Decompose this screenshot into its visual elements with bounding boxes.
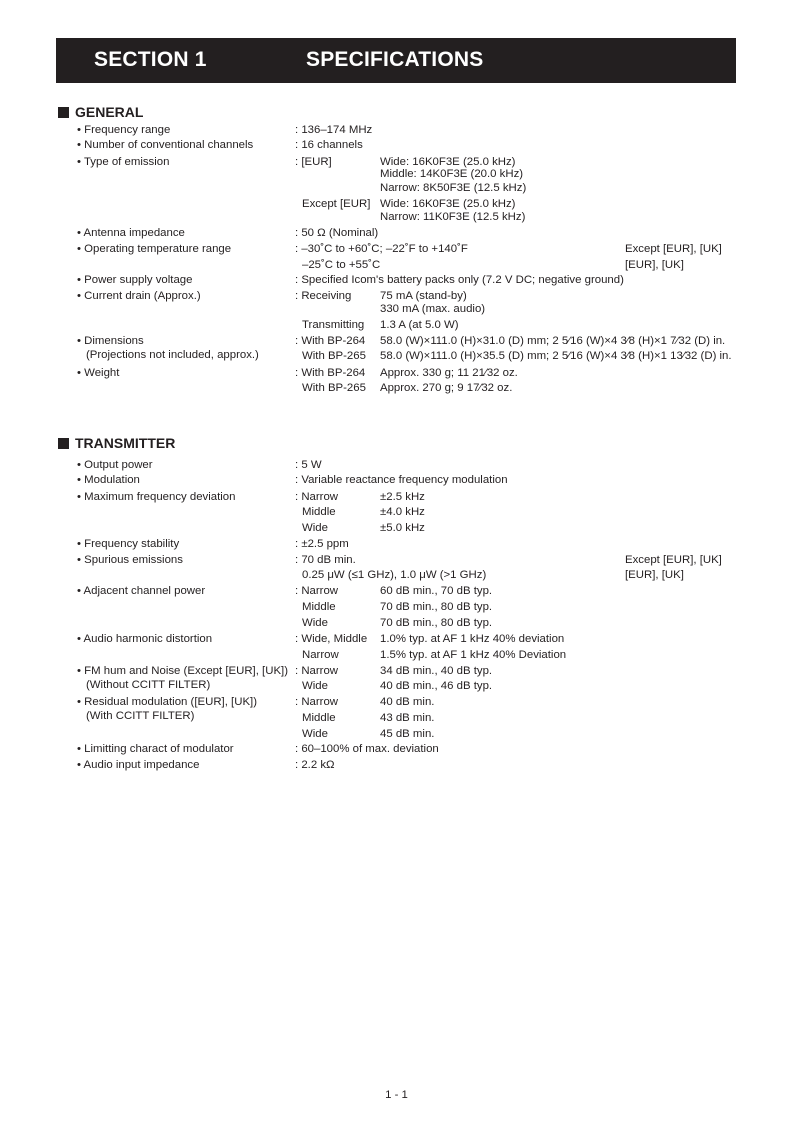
spec-value-output-power: : 5 W — [295, 459, 322, 471]
spec-label-weight: • Weight — [77, 367, 120, 379]
temperature-value-1: : –30˚C to +60˚C; –22˚F to +140˚F — [295, 243, 468, 255]
current-transmitting-label: Transmitting — [302, 319, 365, 331]
spec-value-antenna: : 50 Ω (Nominal) — [295, 227, 379, 239]
bullet: • — [77, 538, 81, 550]
dimensions-bp264-label: : With BP-264 — [295, 335, 366, 347]
dimensions-sublabel: (Projections not included, approx.) — [86, 349, 259, 361]
spec-label-power-supply: • Power supply voltage — [77, 274, 193, 286]
residual-narrow-label: : Narrow — [295, 696, 339, 708]
square-bullet-icon — [58, 438, 69, 449]
emission-eur-tag: : [EUR] — [295, 156, 332, 168]
emission-except-wide: Wide: 16K0F3E (25.0 kHz) — [380, 198, 516, 210]
spurious-note-1: Except [EUR], [UK] — [625, 554, 722, 566]
spurious-value-2: 0.25 μW (≤1 GHz), 1.0 μW (>1 GHz) — [302, 569, 487, 581]
current-receiving-max: 330 mA (max. audio) — [380, 303, 486, 315]
bullet: • — [77, 585, 81, 597]
residual-middle-label: Middle — [302, 712, 336, 724]
spec-label-residual: • Residual modulation ([EUR], [UK]) — [77, 696, 257, 708]
section-number: SECTION 1 — [94, 48, 207, 71]
spec-label-adjacent-channel: • Adjacent channel power — [77, 585, 206, 597]
bullet: • — [77, 474, 81, 486]
deviation-middle-label: Middle — [302, 506, 336, 518]
dimensions-bp264-value: 58.0 (W)×111.0 (H)×31.0 (D) mm; 2 5⁄16 (W)×4 3⁄8 (H)×1 7⁄32 (D) in. — [380, 335, 726, 347]
weight-bp265-label: With BP-265 — [302, 382, 366, 394]
residual-middle-value: 43 dB min. — [380, 712, 435, 724]
fm-hum-narrow-label: : Narrow — [295, 665, 339, 677]
spec-label-spurious: • Spurious emissions — [77, 554, 183, 566]
spec-label-frequency-stability: • Frequency stability — [77, 538, 180, 550]
bullet: • — [77, 367, 81, 379]
deviation-wide-label: Wide — [302, 522, 328, 534]
current-transmitting-value: 1.3 A (at 5.0 W) — [380, 319, 459, 331]
spec-label-max-deviation: • Maximum frequency deviation — [77, 491, 236, 503]
spec-label-temperature: • Operating temperature range — [77, 243, 232, 255]
residual-wide-label: Wide — [302, 728, 328, 740]
deviation-middle-value: ±4.0 kHz — [380, 506, 425, 518]
adjacent-narrow-value: 60 dB min., 70 dB typ. — [380, 585, 493, 597]
section-header-bar — [56, 38, 736, 83]
current-receiving-standby: 75 mA (stand-by) — [380, 290, 467, 302]
emission-except-narrow: Narrow: 11K0F3E (12.5 kHz) — [380, 211, 526, 223]
weight-bp264-label: : With BP-264 — [295, 367, 366, 379]
bullet: • — [77, 335, 81, 347]
bullet: • — [77, 633, 81, 645]
general-heading-text: GENERAL — [75, 104, 144, 120]
fm-hum-narrow-value: 34 dB min., 40 dB typ. — [380, 665, 493, 677]
spec-label-modulation: • Modulation — [77, 474, 140, 486]
bullet: • — [77, 696, 81, 708]
fm-hum-wide-label: Wide — [302, 680, 328, 692]
bullet: • — [77, 156, 81, 168]
residual-narrow-value: 40 dB min. — [380, 696, 435, 708]
adjacent-wide-label: Wide — [302, 617, 328, 629]
spurious-note-2: [EUR], [UK] — [625, 569, 684, 581]
spec-label-audio-harmonic: • Audio harmonic distortion — [77, 633, 213, 645]
page-title: SPECIFICATIONS — [306, 48, 484, 71]
bullet: • — [77, 243, 81, 255]
temperature-note-2: [EUR], [UK] — [625, 259, 684, 271]
spurious-value-1: : 70 dB min. — [295, 554, 356, 566]
spec-value-limiting: : 60–100% of max. deviation — [295, 743, 439, 755]
page-number: 1 - 1 — [385, 1089, 408, 1101]
spec-label-current-drain: • Current drain (Approx.) — [77, 290, 201, 302]
harmonic-wm-value: 1.0% typ. at AF 1 kHz 40% deviation — [380, 633, 565, 645]
fm-hum-wide-value: 40 dB min., 46 dB typ. — [380, 680, 493, 692]
spec-value-power-supply: : Specified Icom's battery packs only (7.2 V DC; negative ground) — [295, 274, 624, 286]
harmonic-narrow-label: Narrow — [302, 649, 339, 661]
square-bullet-icon — [58, 107, 69, 118]
emission-eur-middle: Middle: 14K0F3E (20.0 kHz) — [380, 168, 524, 180]
adjacent-middle-value: 70 dB min., 80 dB typ. — [380, 601, 493, 613]
bullet: • — [77, 743, 81, 755]
bullet: • — [77, 665, 81, 677]
bullet: • — [77, 139, 81, 151]
spec-value-modulation: : Variable reactance frequency modulation — [295, 474, 508, 486]
spec-label-fm-hum: • FM hum and Noise (Except [EUR], [UK]) — [77, 665, 288, 677]
fm-hum-sublabel: (Without CCITT FILTER) — [86, 679, 211, 691]
bullet: • — [77, 491, 81, 503]
weight-bp264-value: Approx. 330 g; 11 21⁄32 oz. — [380, 367, 518, 379]
spec-label-limiting: • Limitting charact of modulator — [77, 743, 234, 755]
residual-sublabel: (With CCITT FILTER) — [86, 710, 195, 722]
temperature-value-2: –25˚C to +55˚C — [302, 259, 381, 271]
bullet: • — [77, 554, 81, 566]
deviation-wide-value: ±5.0 kHz — [380, 522, 425, 534]
emission-eur-wide: Wide: 16K0F3E (25.0 kHz) — [380, 156, 516, 168]
bullet: • — [77, 227, 81, 239]
emission-except-tag: Except [EUR] — [302, 198, 371, 210]
weight-bp265-value: Approx. 270 g; 9 17⁄32 oz. — [380, 382, 513, 394]
bullet: • — [77, 124, 81, 136]
transmitter-heading-text: TRANSMITTER — [75, 435, 176, 451]
harmonic-narrow-value: 1.5% typ. at AF 1 kHz 40% Deviation — [380, 649, 567, 661]
deviation-narrow-label: : Narrow — [295, 491, 339, 503]
dimensions-bp265-value: 58.0 (W)×111.0 (H)×35.5 (D) mm; 2 5⁄16 (W)×4 3⁄8 (H)×1 13⁄32 (D) in. — [380, 350, 732, 362]
spec-value-audio-input: : 2.2 kΩ — [295, 759, 335, 771]
spec-value-channels: : 16 channels — [295, 139, 363, 151]
spec-label-emission: • Type of emission — [77, 156, 170, 168]
transmitter-heading — [58, 435, 175, 451]
spec-label-output-power: • Output power — [77, 459, 153, 471]
adjacent-narrow-label: : Narrow — [295, 585, 339, 597]
spec-value-frequency-stability: : ±2.5 ppm — [295, 538, 349, 550]
residual-wide-value: 45 dB min. — [380, 728, 435, 740]
temperature-note-1: Except [EUR], [UK] — [625, 243, 722, 255]
spec-value-frequency-range: : 136–174 MHz — [295, 124, 373, 136]
current-receiving-label: : Receiving — [295, 290, 352, 302]
adjacent-wide-value: 70 dB min., 80 dB typ. — [380, 617, 493, 629]
adjacent-middle-label: Middle — [302, 601, 336, 613]
spec-label-channels: • Number of conventional channels — [77, 139, 254, 151]
general-heading — [58, 104, 143, 120]
bullet: • — [77, 759, 81, 771]
spec-label-frequency-range: • Frequency range — [77, 124, 171, 136]
emission-eur-narrow: Narrow: 8K50F3E (12.5 kHz) — [380, 182, 527, 194]
bullet: • — [77, 459, 81, 471]
dimensions-bp265-label: With BP-265 — [302, 350, 366, 362]
spec-label-antenna: • Antenna impedance — [77, 227, 185, 239]
spec-label-dimensions: • Dimensions — [77, 335, 144, 347]
harmonic-wm-label: : Wide, Middle — [295, 633, 368, 645]
deviation-narrow-value: ±2.5 kHz — [380, 491, 425, 503]
bullet: • — [77, 290, 81, 302]
bullet: • — [77, 274, 81, 286]
spec-label-audio-input: • Audio input impedance — [77, 759, 200, 771]
